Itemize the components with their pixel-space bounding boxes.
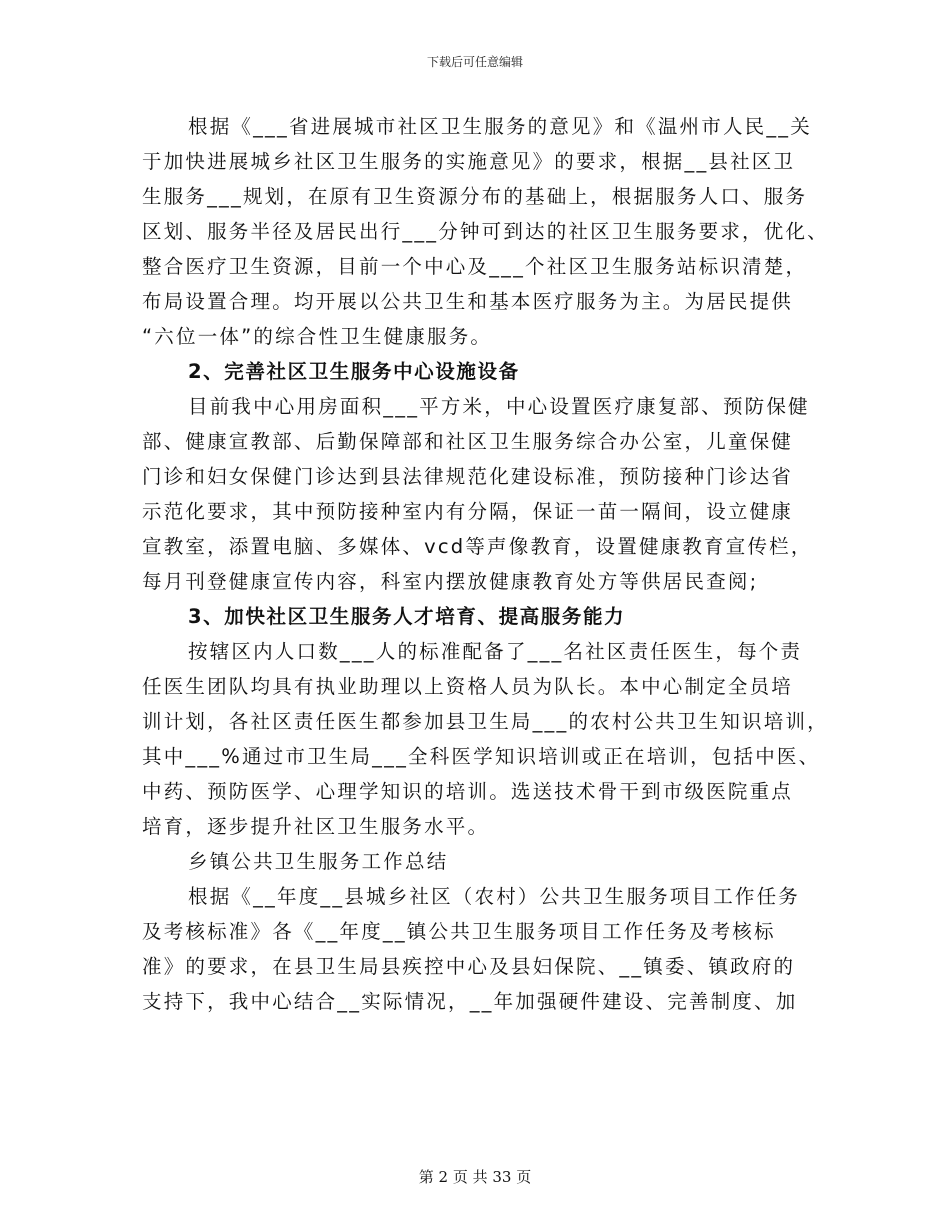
- body-line: 目前我中心用房面积___平方米，中心设置医疗康复部、预防保健: [188, 395, 810, 418]
- body-line: 根据《___省进展城市社区卫生服务的意见》和《温州市人民__关: [188, 115, 812, 138]
- body-line: 区划、服务半径及居民出行___分钟可到达的社区卫生服务要求，优化、: [142, 220, 829, 243]
- section-heading: 2、完善社区卫生服务中心设施设备: [188, 360, 520, 383]
- body-line: 中药、预防医学、心理学知识的培训。选送技术骨干到市级医院重点: [142, 780, 794, 803]
- body-line: “六位一体”的综合性卫生健康服务。: [142, 325, 493, 348]
- body-line: 部、健康宣教部、后勤保障部和社区卫生服务综合办公室，儿童保健: [142, 430, 794, 453]
- body-line: 布局设置合理。均开展以公共卫生和基本医疗服务为主。为居民提供: [142, 290, 794, 313]
- body-line: 根据《__年度__县城乡社区（农村）公共卫生服务项目工作任务: [188, 885, 801, 908]
- body-line: 示范化要求，其中预防接种室内有分隔，保证一苗一隔间，设立健康: [142, 500, 794, 523]
- body-line: 每月刊登健康宣传内容，科室内摆放健康教育处方等供居民查阅;: [142, 570, 759, 593]
- body-line: 按辖区内人口数___人的标准配备了___名社区责任医生，每个责: [188, 640, 803, 663]
- body-line: 宣教室，添置电脑、多媒体、vcd等声像教育，设置健康教育宣传栏，: [142, 535, 813, 558]
- header-note: 下载后可任意编辑: [426, 55, 523, 69]
- page-footer: 第 2 页 共 33 页: [418, 1168, 532, 1186]
- body-line: 支持下，我中心结合__实际情况，__年加强硬件建设、完善制度、加: [142, 990, 798, 1013]
- body-line: 准》的要求，在县卫生局县疾控中心及县妇保院、__镇委、镇政府的: [142, 955, 796, 978]
- body-line: 其中___%通过市卫生局___全科医学知识培训或正在培训，包括中医、: [142, 745, 821, 768]
- body-line: 培育，逐步提升社区卫生服务水平。: [142, 815, 490, 838]
- section-heading: 3、加快社区卫生服务人才培育、提高服务能力: [188, 605, 626, 628]
- body-line: 于加快进展城乡社区卫生服务的实施意见》的要求，根据__县社区卫: [142, 150, 796, 173]
- body-line: 训计划，各社区责任医生都参加县卫生局___的农村公共卫生知识培训，: [142, 710, 829, 733]
- body-line: 门诊和妇女保健门诊达到县法律规范化建设标准，预防接种门诊达省: [142, 465, 794, 488]
- body-line: 整合医疗卫生资源，目前一个中心及___个社区卫生服务站标识清楚，: [142, 255, 808, 278]
- body-line: 及考核标准》各《__年度__镇公共卫生服务项目工作任务及考核标: [142, 920, 776, 943]
- body-line: 任医生团队均具有执业助理以上资格人员为队长。本中心制定全员培: [142, 675, 794, 698]
- body-line: 生服务___规划，在原有卫生资源分布的基础上，根据服务人口、服务: [142, 185, 808, 208]
- subsection-title: 乡镇公共卫生服务工作总结: [188, 850, 449, 873]
